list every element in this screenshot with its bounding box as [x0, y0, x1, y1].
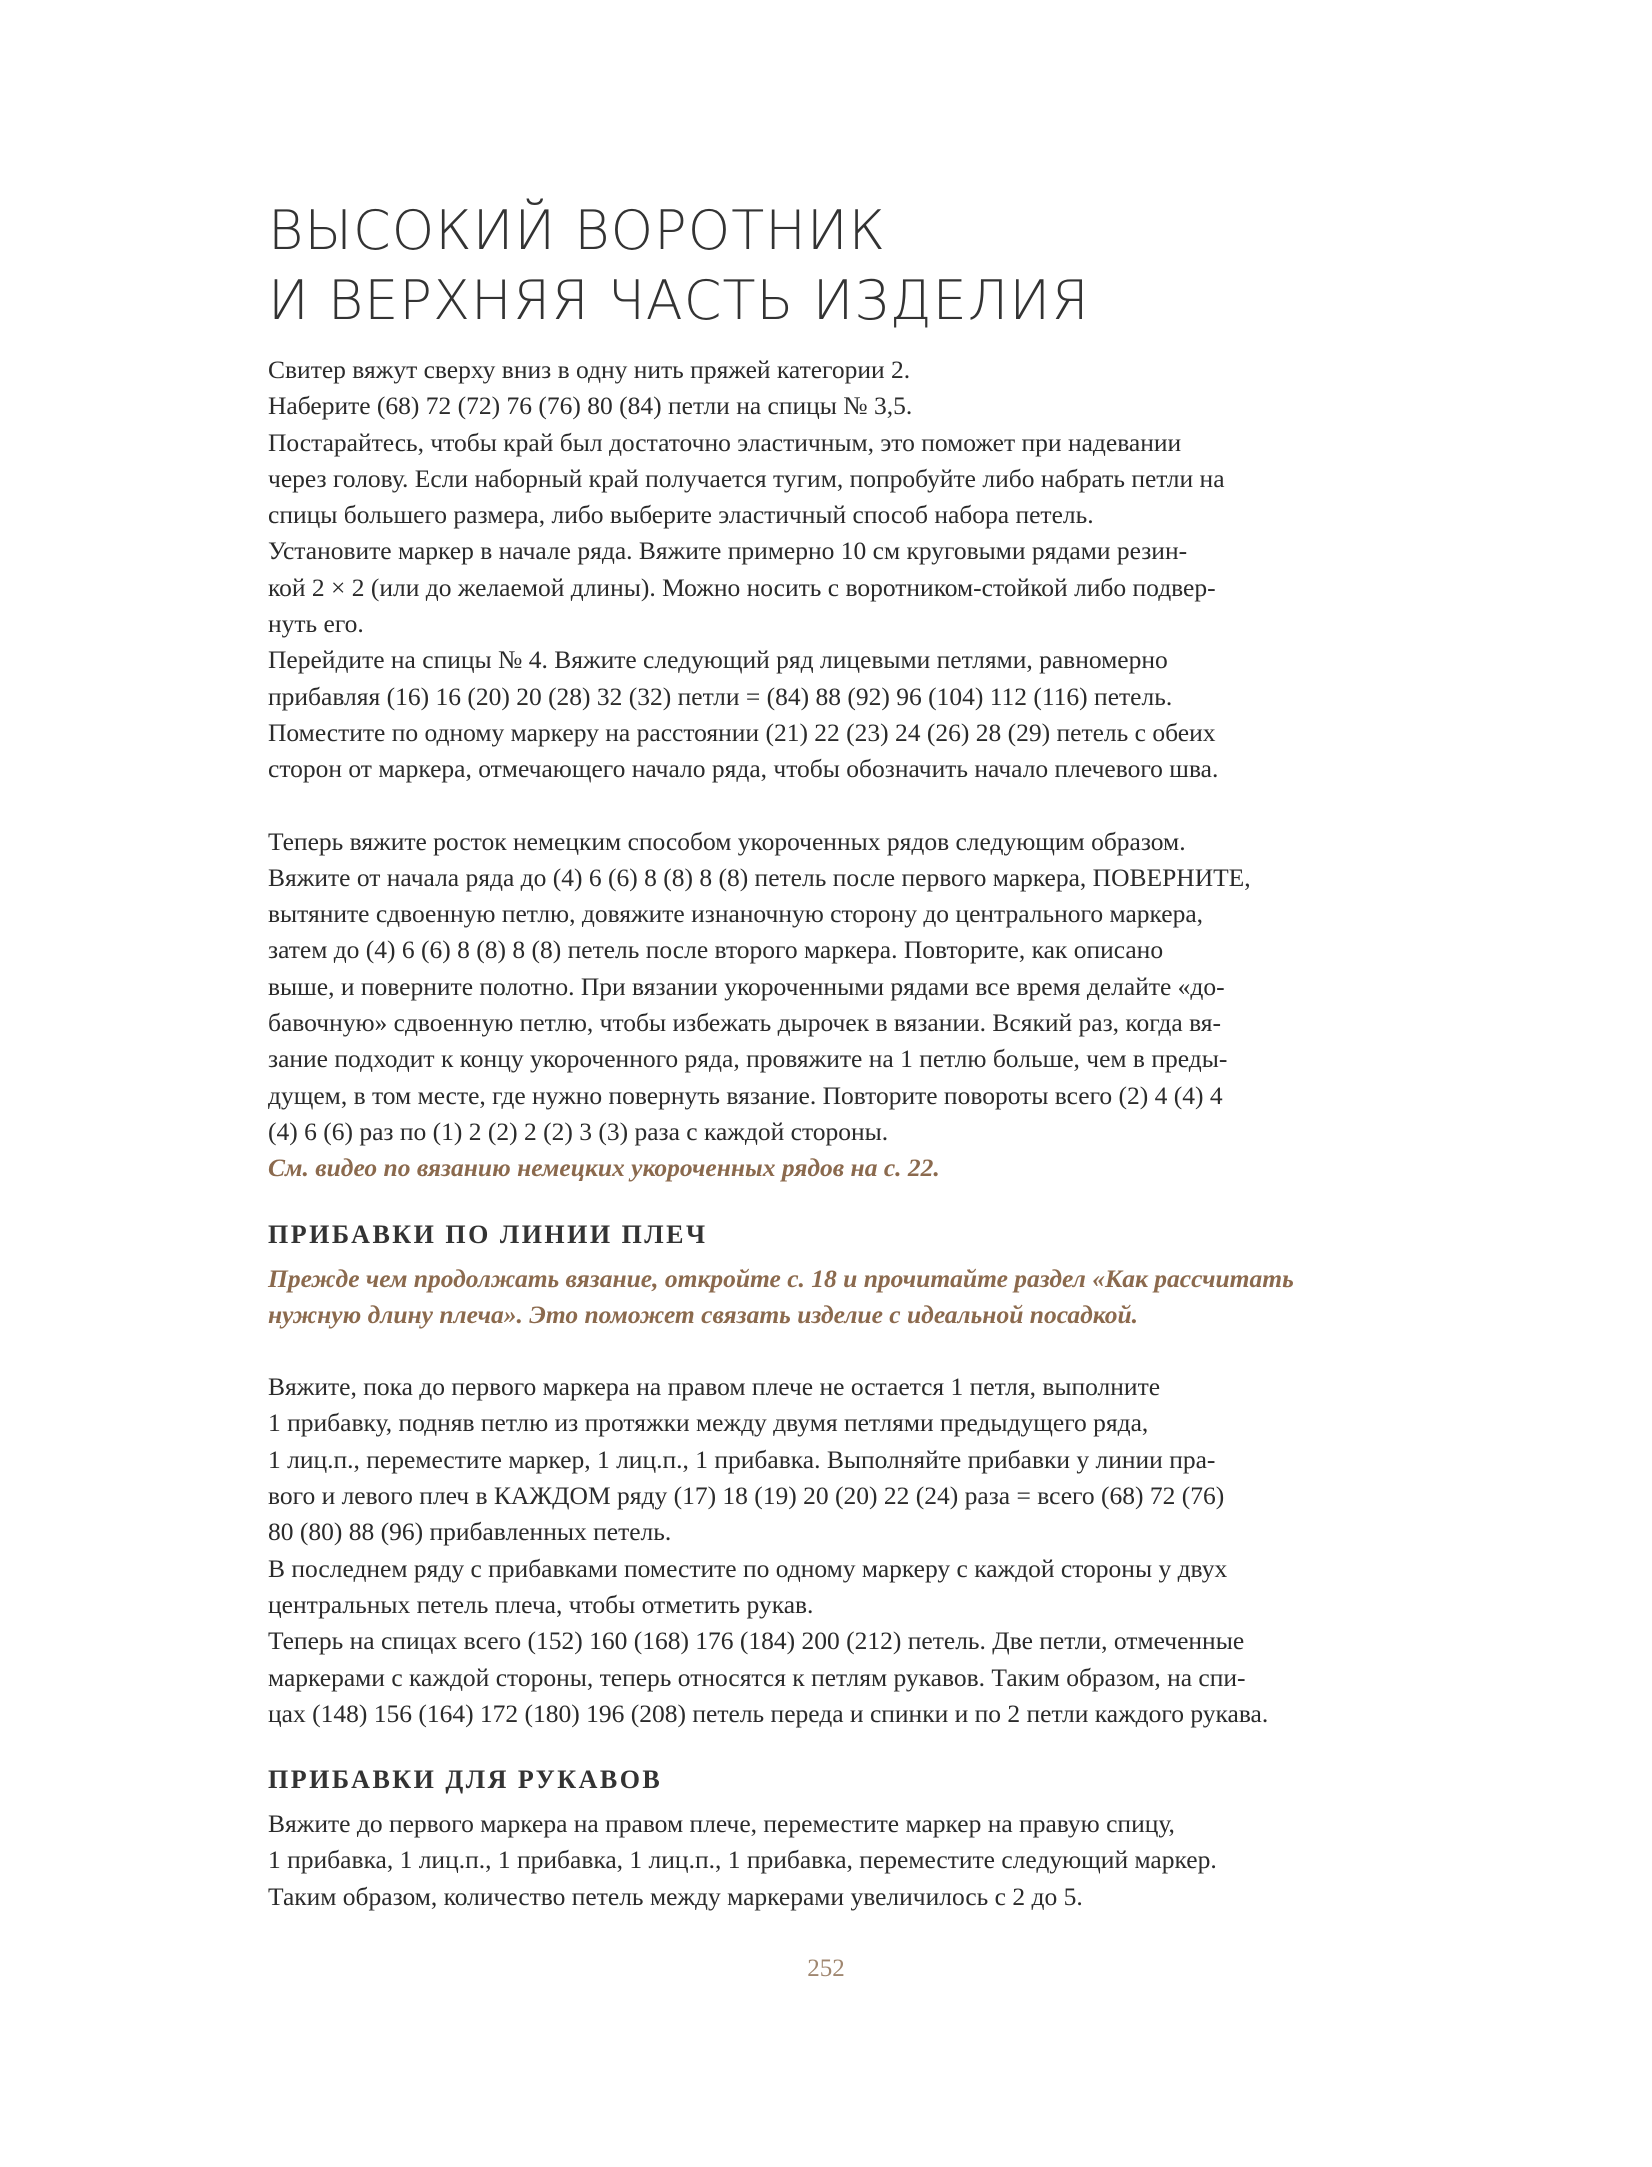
shoulders-note	[268, 1261, 1448, 1334]
text-line: 1 прибавка, 1 лиц.п., 1 прибавка, 1 лиц.п., 1 прибавка, переместите следующий маркер.	[268, 1845, 1217, 1875]
text-line: маркерами с каждой стороны, теперь относятся к петлям рукавов. Таким образом, на спи-	[268, 1662, 1246, 1692]
intro-paragraph	[268, 352, 1448, 788]
text-line: нуть его.	[268, 609, 364, 639]
text-line: цах (148) 156 (164) 172 (180) 196 (208) петель переда и спинки и по 2 петли каждого рукава.	[268, 1698, 1269, 1728]
paragraph-gap	[268, 788, 1448, 824]
text-line: Теперь вяжите росток немецким способом укороченных рядов следующим образом.	[268, 826, 1186, 856]
note-line: нужную длину плеча». Это поможет связать изделие с идеальной посадкой.	[268, 1299, 1139, 1329]
page-title	[268, 196, 1448, 336]
text-line: Перейдите на спицы № 4. Вяжите следующий ряд лицевыми петлями, равномерно	[268, 645, 1168, 675]
text-line: Вяжите от начала ряда до (4) 6 (6) 8 (8) 8 (8) петель после первого маркера, ПОВЕРНИТЕ,	[268, 862, 1251, 892]
section-heading-shoulders: ПРИБАВКИ ПО ЛИНИИ ПЛЕЧ	[268, 1219, 708, 1249]
text-line: бавочную» сдвоенную петлю, чтобы избежать дырочек в вязании. Всякий раз, когда вя-	[268, 1008, 1222, 1038]
text-line: Вяжите до первого маркера на правом плече, переместите маркер на правую спицу,	[268, 1809, 1175, 1839]
text-line: Вяжите, пока до первого маркера на правом плече не остается 1 петля, выполните	[268, 1372, 1161, 1402]
text-line: центральных петель плеча, чтобы отметить рукав.	[268, 1589, 814, 1619]
text-line: 80 (80) 88 (96) прибавленных петель.	[268, 1517, 672, 1547]
text-line: В последнем ряду с прибавками поместите по одному маркеру с каждой стороны у двух	[268, 1553, 1228, 1583]
text-line: Таким образом, количество петель между маркерами увеличилось с 2 до 5.	[268, 1881, 1083, 1911]
text-line: прибавляя (16) 16 (20) 20 (28) 32 (32) петли = (84) 88 (92) 96 (104) 112 (116) петель.	[268, 681, 1173, 711]
text-line: выше, и поверните полотно. При вязании укороченными рядами все время делайте «до-	[268, 971, 1225, 1001]
text-line: Теперь на спицах всего (152) 160 (168) 176 (184) 200 (212) петель. Две петли, отмеченные	[268, 1626, 1245, 1656]
title-line: ВЫСОКИЙ ВОРОТНИК	[268, 199, 886, 262]
text-line: Установите маркер в начале ряда. Вяжите примерно 10 см круговыми рядами резин-	[268, 536, 1188, 566]
shoulders-paragraph	[268, 1369, 1448, 1732]
note-line: Прежде чем продолжать вязание, откройте с. 18 и прочитайте раздел «Как рассчитать	[268, 1263, 1294, 1293]
text-line: кой 2 × 2 (или до желаемой длины). Можно носить с воротником-стойкой либо подвер-	[268, 572, 1216, 602]
video-reference-note: См. видео по вязанию немецких укороченных рядов на с. 22.	[268, 1153, 940, 1183]
text-line: (4) 6 (6) раз по (1) 2 (2) 2 (2) 3 (3) раза с каждой стороны.	[268, 1116, 889, 1146]
title-line: И ВЕРХНЯЯ ЧАСТЬ ИЗДЕЛИЯ	[268, 269, 1090, 332]
text-line: сторон от маркера, отмечающего начало ряда, чтобы обозначить начало плечевого шва.	[268, 754, 1219, 784]
text-line: через голову. Если наборный край получается тугим, попробуйте либо набрать петли на	[268, 463, 1225, 493]
text-line: затем до (4) 6 (6) 8 (8) 8 (8) петель после второго маркера. Повторите, как описано	[268, 935, 1164, 965]
text-line: 1 прибавку, подняв петлю из протяжки между двумя петлями предыдущего ряда,	[268, 1408, 1149, 1438]
text-line: 1 лиц.п., переместите маркер, 1 лиц.п., 1 прибавка. Выполняйте прибавки у линии пра-	[268, 1444, 1216, 1474]
text-line: зание подходит к концу укороченного ряда, провяжите на 1 петлю больше, чем в преды-	[268, 1044, 1228, 1074]
text-line: Свитер вяжут сверху вниз в одну нить пряжей категории 2.	[268, 355, 911, 384]
text-line: Постарайтесь, чтобы край был достаточно эластичным, это поможет при надевании	[268, 427, 1182, 457]
sleeves-paragraph	[268, 1806, 1448, 1915]
short-rows-paragraph	[268, 824, 1448, 1187]
paragraph-gap	[268, 1333, 1448, 1369]
text-line: спицы большего размера, либо выберите эластичный способ набора петель.	[268, 500, 1094, 530]
text-line: вытяните сдвоенную петлю, довяжите изнаночную сторону до центрального маркера,	[268, 899, 1204, 929]
page-number: 252	[807, 1955, 845, 1982]
text-line: вого и левого плеч в КАЖДОМ ряду (17) 18 (19) 20 (20) 22 (24) раза = всего (68) 72 (76)	[268, 1481, 1225, 1511]
text-line: дущем, в том месте, где нужно повернуть вязание. Повторите повороты всего (2) 4 (4) 4	[268, 1080, 1223, 1110]
text-line: Поместите по одному маркеру на расстоянии (21) 22 (23) 24 (26) 28 (29) петель с обеих	[268, 717, 1216, 747]
section-heading-sleeves: ПРИБАВКИ ДЛЯ РУКАВОВ	[268, 1765, 663, 1795]
page-content	[268, 196, 1448, 1915]
text-line: Наберите (68) 72 (72) 76 (76) 80 (84) петли на спицы № 3,5.	[268, 391, 913, 421]
